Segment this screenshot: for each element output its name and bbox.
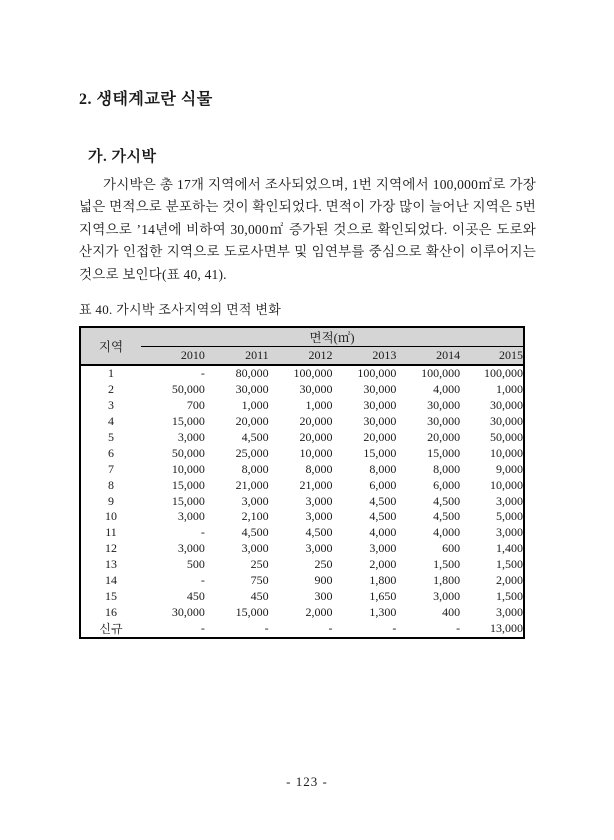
area-value-cell: 30,000 — [396, 398, 460, 414]
table-row — [80, 557, 524, 573]
area-value-cell: 300 — [269, 589, 333, 605]
area-value-cell: 100,000 — [396, 365, 460, 382]
region-cell: 9 — [80, 493, 141, 509]
area-value-cell: 3,000 — [141, 430, 205, 446]
region-cell: 8 — [80, 477, 141, 493]
table-row — [80, 430, 524, 446]
section-title: 2. 생태계교란 식물 — [79, 91, 213, 108]
subsection-title: 가. 가시박 — [88, 149, 157, 165]
area-value-cell: - — [141, 573, 205, 589]
area-value-cell: 500 — [141, 557, 205, 573]
area-value-cell: 700 — [141, 398, 205, 414]
area-value-cell: 2,100 — [205, 509, 269, 525]
area-value-cell: 30,000 — [141, 604, 205, 620]
area-value-cell: 100,000 — [332, 365, 396, 382]
area-value-cell: 30,000 — [332, 414, 396, 430]
area-value-cell: 4,500 — [396, 493, 460, 509]
region-column-header: 지역 — [80, 327, 141, 365]
area-value-cell: - — [269, 620, 333, 638]
area-value-cell: 15,000 — [332, 445, 396, 461]
area-value-cell: 5,000 — [460, 509, 524, 525]
region-cell: 6 — [80, 445, 141, 461]
area-value-cell: 3,000 — [460, 604, 524, 620]
region-cell: 14 — [80, 573, 141, 589]
area-value-cell: - — [141, 525, 205, 541]
area-value-cell: 4,500 — [205, 430, 269, 446]
area-value-cell: 13,000 — [460, 620, 524, 638]
region-cell: 15 — [80, 589, 141, 605]
area-value-cell: 450 — [205, 589, 269, 605]
area-value-cell: 15,000 — [141, 493, 205, 509]
area-value-cell: 50,000 — [460, 430, 524, 446]
table-row — [80, 509, 524, 525]
area-value-cell: 30,000 — [332, 398, 396, 414]
area-value-cell: 1,300 — [332, 604, 396, 620]
area-value-cell: 4,500 — [332, 509, 396, 525]
year-header: 2012 — [269, 347, 333, 366]
table-body — [80, 365, 524, 638]
area-value-cell: 6,000 — [396, 477, 460, 493]
area-value-cell: 80,000 — [205, 365, 269, 382]
area-value-cell: 3,000 — [460, 493, 524, 509]
area-value-cell: 4,000 — [396, 382, 460, 398]
area-value-cell: 900 — [269, 573, 333, 589]
area-value-cell: 9,000 — [460, 461, 524, 477]
table-header — [80, 327, 524, 365]
region-cell: 4 — [80, 414, 141, 430]
area-value-cell: 25,000 — [205, 445, 269, 461]
area-value-cell: 20,000 — [269, 414, 333, 430]
area-value-cell: 750 — [205, 573, 269, 589]
year-header: 2013 — [332, 347, 396, 366]
area-value-cell: 30,000 — [269, 382, 333, 398]
area-value-cell: 250 — [205, 557, 269, 573]
area-value-cell: 10,000 — [460, 477, 524, 493]
area-value-cell: 3,000 — [396, 589, 460, 605]
area-value-cell: 30,000 — [460, 398, 524, 414]
area-value-cell: 3,000 — [269, 493, 333, 509]
area-value-cell: 3,000 — [269, 541, 333, 557]
area-value-cell: 250 — [269, 557, 333, 573]
area-value-cell: 3,000 — [460, 525, 524, 541]
area-value-cell: 3,000 — [332, 541, 396, 557]
area-table — [79, 326, 525, 639]
region-cell: 16 — [80, 604, 141, 620]
region-cell: 11 — [80, 525, 141, 541]
area-value-cell: 20,000 — [396, 430, 460, 446]
area-value-cell: 30,000 — [396, 414, 460, 430]
area-value-cell: 4,000 — [332, 525, 396, 541]
area-value-cell: - — [332, 620, 396, 638]
table-row — [80, 604, 524, 620]
area-value-cell: - — [396, 620, 460, 638]
table-row — [80, 573, 524, 589]
area-value-cell: 8,000 — [332, 461, 396, 477]
page-number: - 123 - — [286, 774, 328, 789]
year-header: 2015 — [460, 347, 524, 366]
area-value-cell: 2,000 — [460, 573, 524, 589]
area-unit-header: 면적(㎡) — [141, 327, 524, 347]
table-row — [80, 414, 524, 430]
region-cell: 1 — [80, 365, 141, 382]
area-value-cell: 3,000 — [141, 541, 205, 557]
table-row — [80, 445, 524, 461]
year-header: 2014 — [396, 347, 460, 366]
year-header: 2010 — [141, 347, 205, 366]
area-value-cell: 21,000 — [205, 477, 269, 493]
area-value-cell: 8,000 — [269, 461, 333, 477]
area-value-cell: 1,650 — [332, 589, 396, 605]
area-value-cell: 450 — [141, 589, 205, 605]
area-value-cell: 30,000 — [332, 382, 396, 398]
area-value-cell: 1,800 — [396, 573, 460, 589]
area-value-cell: 4,500 — [396, 509, 460, 525]
region-cell: 신규 — [80, 620, 141, 638]
table-row — [80, 589, 524, 605]
region-cell: 7 — [80, 461, 141, 477]
region-cell: 13 — [80, 557, 141, 573]
area-value-cell: 15,000 — [141, 477, 205, 493]
area-value-cell: 20,000 — [269, 430, 333, 446]
table-caption: 표 40. 가시박 조사지역의 면적 변화 — [79, 302, 282, 318]
area-value-cell: 100,000 — [460, 365, 524, 382]
area-value-cell: - — [141, 365, 205, 382]
area-value-cell: 10,000 — [269, 445, 333, 461]
area-value-cell: 30,000 — [460, 414, 524, 430]
area-value-cell: 50,000 — [141, 382, 205, 398]
table-row — [80, 382, 524, 398]
area-value-cell: 4,000 — [396, 525, 460, 541]
region-cell: 3 — [80, 398, 141, 414]
table-row — [80, 620, 524, 638]
area-value-cell: 3,000 — [205, 541, 269, 557]
area-value-cell: 2,000 — [269, 604, 333, 620]
table-row — [80, 398, 524, 414]
area-value-cell: 3,000 — [141, 509, 205, 525]
area-value-cell: 1,000 — [269, 398, 333, 414]
table-row — [80, 365, 524, 382]
table-row — [80, 541, 524, 557]
table-row — [80, 477, 524, 493]
area-value-cell: 1,000 — [205, 398, 269, 414]
area-value-cell: 1,500 — [460, 589, 524, 605]
area-value-cell: 1,500 — [396, 557, 460, 573]
area-value-cell: 10,000 — [460, 445, 524, 461]
region-cell: 10 — [80, 509, 141, 525]
area-value-cell: 20,000 — [332, 430, 396, 446]
area-value-cell: 20,000 — [205, 414, 269, 430]
header-row-top — [80, 327, 524, 347]
area-value-cell: 10,000 — [141, 461, 205, 477]
area-value-cell: 4,500 — [332, 493, 396, 509]
area-value-cell: 600 — [396, 541, 460, 557]
area-value-cell: - — [205, 620, 269, 638]
area-value-cell: 3,000 — [205, 493, 269, 509]
area-value-cell: 4,500 — [269, 525, 333, 541]
area-value-cell: 1,800 — [332, 573, 396, 589]
area-value-cell: 30,000 — [205, 382, 269, 398]
area-value-cell: 3,000 — [269, 509, 333, 525]
region-cell: 5 — [80, 430, 141, 446]
year-header: 2011 — [205, 347, 269, 366]
area-value-cell: 15,000 — [141, 414, 205, 430]
area-value-cell: 15,000 — [205, 604, 269, 620]
table-row — [80, 525, 524, 541]
area-value-cell: 1,400 — [460, 541, 524, 557]
table-row — [80, 493, 524, 509]
area-value-cell: 4,500 — [205, 525, 269, 541]
area-value-cell: 21,000 — [269, 477, 333, 493]
area-value-cell: 1,000 — [460, 382, 524, 398]
area-value-cell: 8,000 — [205, 461, 269, 477]
table-row — [80, 461, 524, 477]
body-paragraph: 가시박은 총 17개 지역에서 조사되었으며, 1번 지역에서 100,000㎡로 가장 넓은 면적으로 분포하는 것이 확인되었다. 면적이 가장 많이 늘어난 지역은 5번 지역으로 ’14년에 비하여 30,000㎡ 증가된 것으로 확인되었다. 이곳은 도로와 산지가 인접한 지역으로 도로사면부 및 임연부를 중심으로 확산이 이루어지는 것으로 보인다(표 40, 41). — [79, 177, 536, 282]
year-header-row — [80, 347, 524, 366]
region-cell: 12 — [80, 541, 141, 557]
area-value-cell: 100,000 — [269, 365, 333, 382]
area-value-cell: 8,000 — [396, 461, 460, 477]
region-cell: 2 — [80, 382, 141, 398]
area-value-cell: - — [141, 620, 205, 638]
area-value-cell: 2,000 — [332, 557, 396, 573]
area-value-cell: 400 — [396, 604, 460, 620]
area-value-cell: 50,000 — [141, 445, 205, 461]
area-value-cell: 6,000 — [332, 477, 396, 493]
area-value-cell: 15,000 — [396, 445, 460, 461]
area-value-cell: 1,500 — [460, 557, 524, 573]
